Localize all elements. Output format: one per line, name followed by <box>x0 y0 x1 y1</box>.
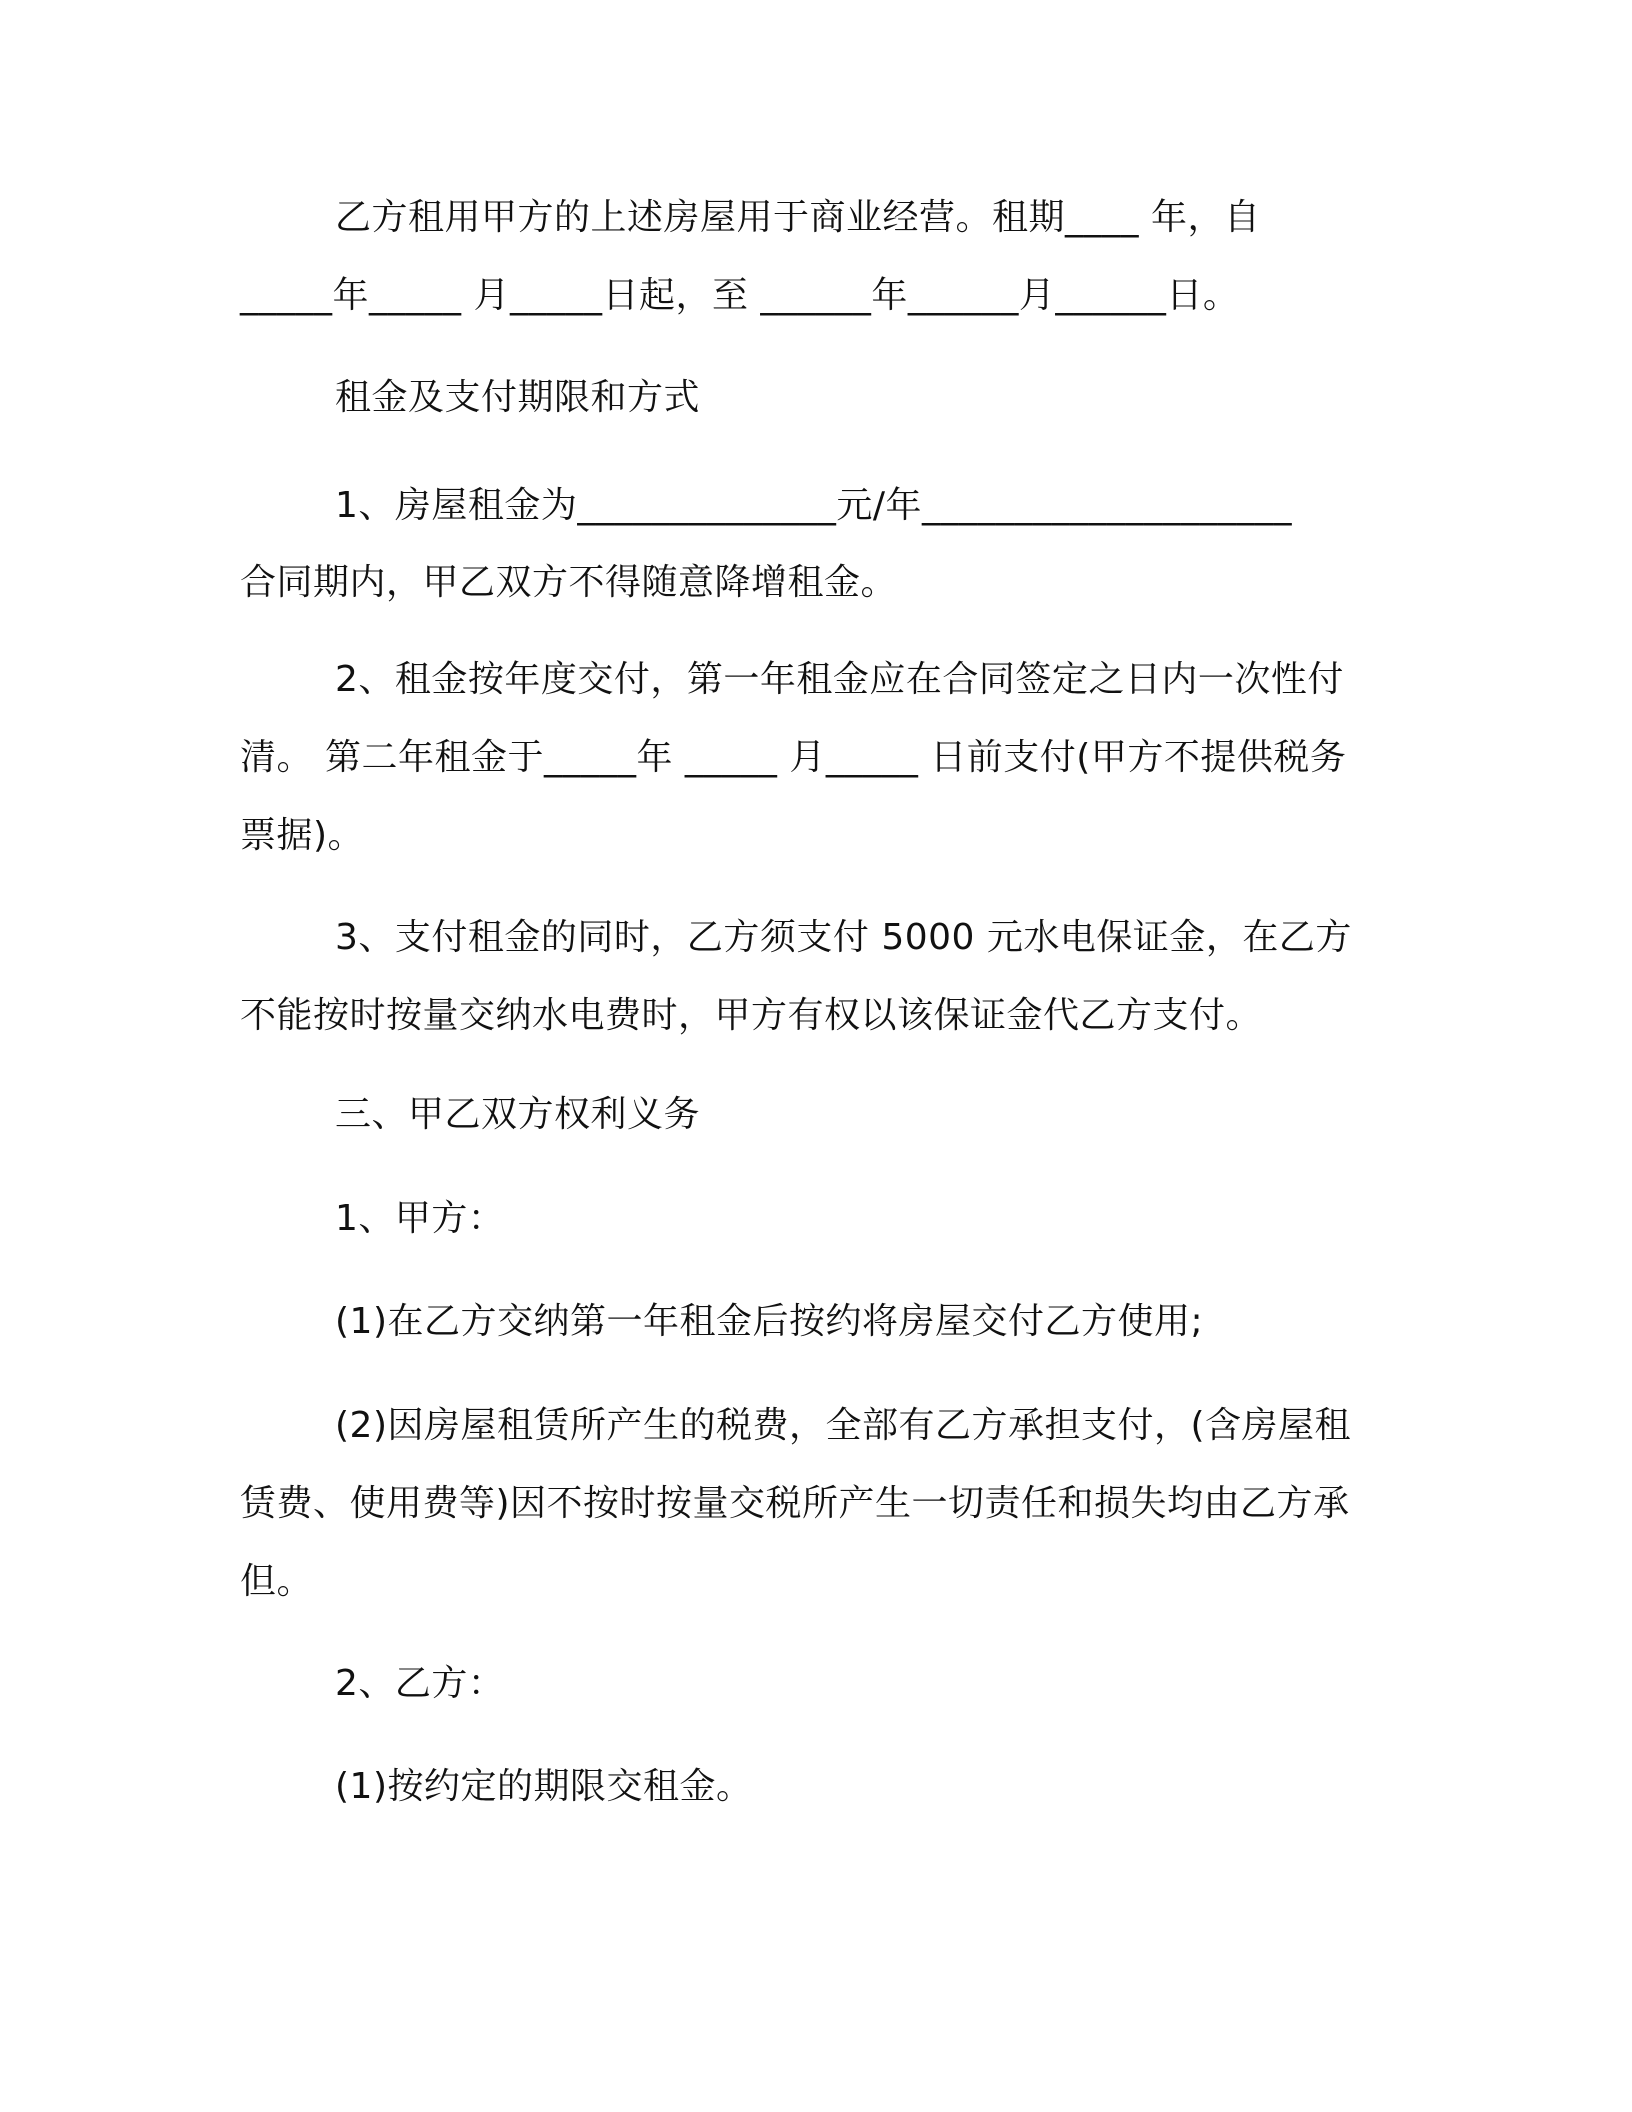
text-line-13: (1)在乙方交纳第一年租金后按约将房屋交付乙方使用; <box>335 1301 1204 1342</box>
text-line-2: _____年_____ 月_____日起，至 ______年______月______日。 <box>240 275 1240 316</box>
text-line-15: 赁费、使用费等)因不按时按量交税所产生一切责任和损失均由乙方承 <box>240 1483 1350 1524</box>
text-line-5: 合同期内，甲乙双方不得随意降增租金。 <box>240 562 898 603</box>
text-line-14: (2)因房屋租赁所产生的税费，全部有乙方承担支付，(含房屋租 <box>335 1405 1352 1446</box>
text-line-17: 2、乙方： <box>335 1663 505 1704</box>
section-heading-rent-payment: 租金及支付期限和方式 <box>335 377 701 418</box>
text-line-7: 清。 第二年租金于_____年 _____ 月_____ 日前支付(甲方不提供税务 <box>240 737 1347 778</box>
text-line-18: (1)按约定的期限交租金。 <box>335 1766 753 1807</box>
text-line-6: 2、租金按年度交付，第一年租金应在合同签定之日内一次性付 <box>335 659 1344 700</box>
text-line-1: 乙方租用甲方的上述房屋用于商业经营。租期____ 年，自 <box>335 197 1261 238</box>
text-line-10: 不能按时按量交纳水电费时，甲方有权以该保证金代乙方支付。 <box>240 995 1263 1036</box>
text-line-4: 1、房屋租金为______________元/年____________________ <box>335 485 1293 526</box>
section-heading-rights-obligations: 三、甲乙双方权利义务 <box>335 1094 701 1135</box>
text-line-9: 3、支付租金的同时，乙方须支付 5000 元水电保证金，在乙方 <box>335 917 1352 958</box>
text-line-8: 票据)。 <box>240 815 365 856</box>
text-line-12: 1、甲方： <box>335 1198 505 1239</box>
text-line-16: 但。 <box>240 1561 314 1602</box>
